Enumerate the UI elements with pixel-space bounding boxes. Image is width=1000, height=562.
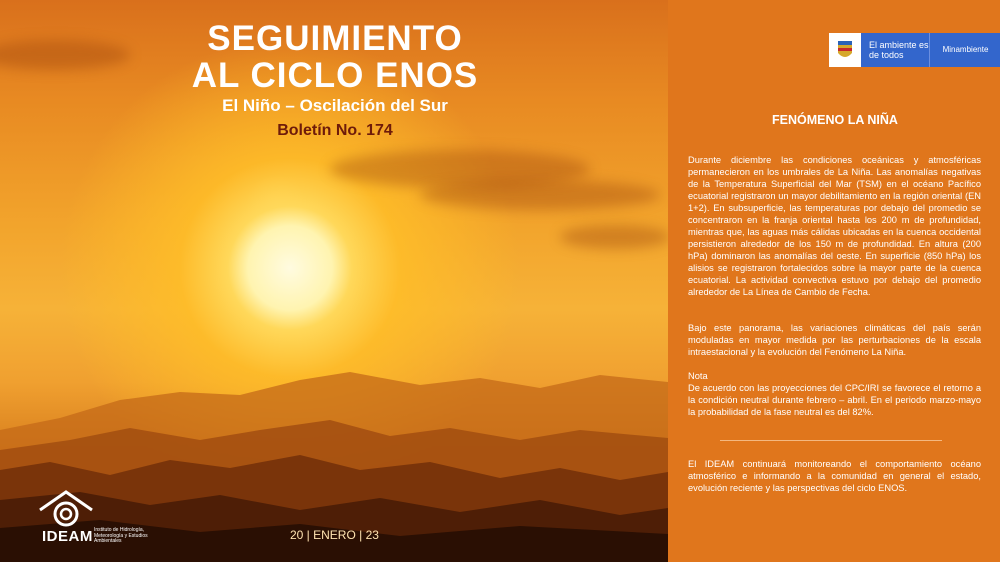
bulletin-date: 20 | ENERO | 23 [290, 528, 379, 542]
note-text: De acuerdo con las proyecciones del CPC/IRI se favorece el retorno a la condición neutral durante febrero – abril. En el periodo marzo-mayo la probabilidad de la fase neutral es del 82%. [688, 383, 981, 417]
paragraph-conditions: Durante diciembre las condiciones oceánicas y atmosféricas permanecieron en los umbrales de La Niña. Las anomalías negativas de la Temperatura Superficial del Mar (TSM) en el océano Pacífico ecuatorial registraron un mayor debilitamiento en la región oriental (EN 1+2). En subsuperficie, las temperaturas por debajo del promedio se concentraron en la franja oriental hasta los 200 m de profundidad, mientras que, las aguas más cálidas ubicadas en la cuenca occidental persistieron alrededor de los 150 m de profundidad. En altura (200 hPa) dominaron las anomalías del oeste. En superficie (850 hPa) los alisios se registraron fortalecidos sobre la mayor parte de la cuenca ecuatorial. La actividad convectiva estuvo por debajo del promedio alrededor de La Línea de Cambio de Fecha. [688, 155, 981, 297]
divider [720, 440, 942, 441]
government-banner [829, 33, 1000, 67]
panel-heading: FENÓMENO LA NIÑA [772, 113, 898, 127]
ideam-logo [36, 488, 148, 545]
colombia-coat-of-arms-icon [829, 33, 861, 67]
closing-paragraph: El IDEAM continuará monitoreando el comportamiento océano atmosférico e informando a la comunidad en general el estado, evolución reciente y las perspectivas del ciclo ENOS. [688, 459, 981, 493]
government-slogan: El ambiente es de todos [869, 40, 929, 60]
paragraph-outlook: Bajo este panorama, las variaciones climáticas del país serán moduladas en mayor medida por las perturbaciones de la escala intraestacional y la evolución del Fenómeno La Niña. [688, 323, 981, 357]
ideam-spiral-logo-icon [36, 488, 96, 528]
ministry-label: Minambiente [929, 33, 1000, 67]
bulletin-number: Boletín No. 174 [277, 122, 393, 139]
note-label: Nota [688, 371, 708, 381]
title-line-2: AL CICLO ENOS [191, 56, 479, 95]
subtitle: El Niño – Oscilación del Sur [222, 96, 448, 115]
ideam-name: IDEAM [42, 528, 93, 545]
cover-title [180, 20, 490, 140]
ideam-full-name: Instituto de Hidrología, Meteorología y Estudios Ambientales [94, 527, 148, 544]
title-line-1: SEGUIMIENTO [207, 19, 463, 58]
